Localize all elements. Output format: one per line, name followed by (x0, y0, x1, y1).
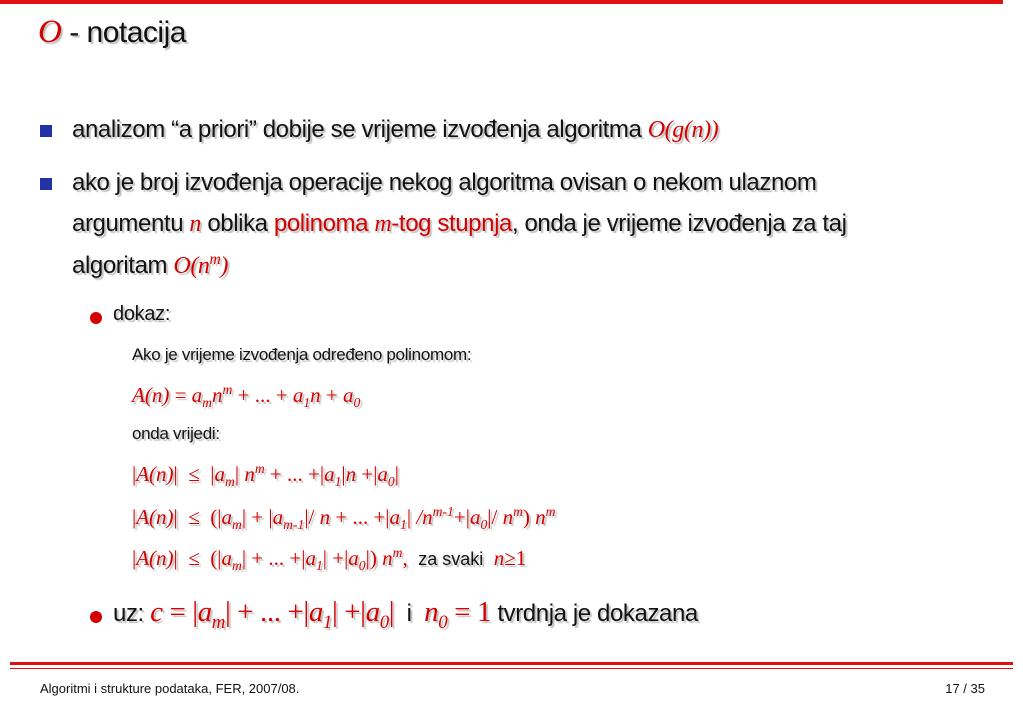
conclusion (113, 596, 698, 633)
text-argumentu: argumentu (72, 210, 184, 237)
round-bullet-icon (90, 312, 102, 324)
footer-rule (10, 662, 1013, 665)
square-bullet-icon (40, 125, 52, 137)
title-symbol: O (38, 14, 62, 50)
text-onda: , onda je vrijeme izvođenja za taj (511, 210, 847, 237)
proof-label: dokaz: (113, 303, 171, 325)
slide-title (38, 14, 186, 51)
footer-course: Algoritmi i strukture podataka, FER, 2007/08. (40, 681, 300, 696)
title-text: - notacija (69, 16, 186, 49)
round-bullet-icon (90, 611, 102, 623)
proof-then: onda vrijedi: (132, 424, 220, 443)
math-m: m (374, 211, 392, 237)
bullet-1-text: analizom “a priori” dobije se vrijeme izvođenja algoritma (72, 116, 642, 143)
text-polinoma: polinoma (273, 210, 369, 237)
square-bullet-icon (40, 178, 52, 190)
bullet-1-math: O(g(n)) (647, 117, 719, 143)
formula-c: $c = |a_m|$ + ... $+|a_1| +|a_0|$ (150, 596, 395, 633)
text-i: i (406, 600, 412, 627)
text-oblika: oblika (207, 210, 268, 237)
bullet-2-line-3 (72, 252, 228, 280)
text-conclusion: tvrdnja je dokazana (497, 600, 698, 627)
text-tog-stupnja: -tog stupnja (391, 210, 512, 237)
formula-n0: $n_0 = 1$ (424, 596, 492, 633)
text-for-every: za svaki (418, 549, 484, 569)
bullet-2-line-2 (72, 210, 847, 238)
text-uz: uz: (113, 600, 144, 627)
bullet-2-line-1: ako je broj izvođenja operacije nekog algoritma ovisan o nekom ulaznom (72, 169, 817, 196)
proof-intro: Ako je vrijeme izvođenja određeno polinomom: (132, 345, 472, 364)
formula-ineq-3: $|A(n)| \le (|a_m|$ + ... $+|a_1| +|a_0|$) $n^m$, za svaki n≥1 (132, 545, 527, 574)
footer-page-number: 17 / 35 (945, 681, 985, 696)
title-rule-thin (0, 3, 1003, 4)
footer-rule-thin (10, 668, 1013, 669)
text-algoritam: algoritam (72, 252, 168, 279)
math-n: n (189, 211, 202, 237)
formula-ineq-1: $|A(n)| \le |a_m|$ $n^m$ + ... $+|a_1|n +|a_0|$ (132, 461, 399, 490)
formula-polynomial: $A(n) = a_mn^m$ + ... + $a_1n + a_0$ (132, 382, 361, 411)
formula-ineq-2: $|A(n)| \le (|a_m| + |a_{m-1}|/$ n + ... $+|a_1|$ $/n^{m-1}+|a_0|/$ $n^m$) $n^m$ (132, 504, 556, 533)
math-o-nm: $O(n^m)$ (173, 251, 228, 279)
bullet-1 (72, 116, 718, 144)
